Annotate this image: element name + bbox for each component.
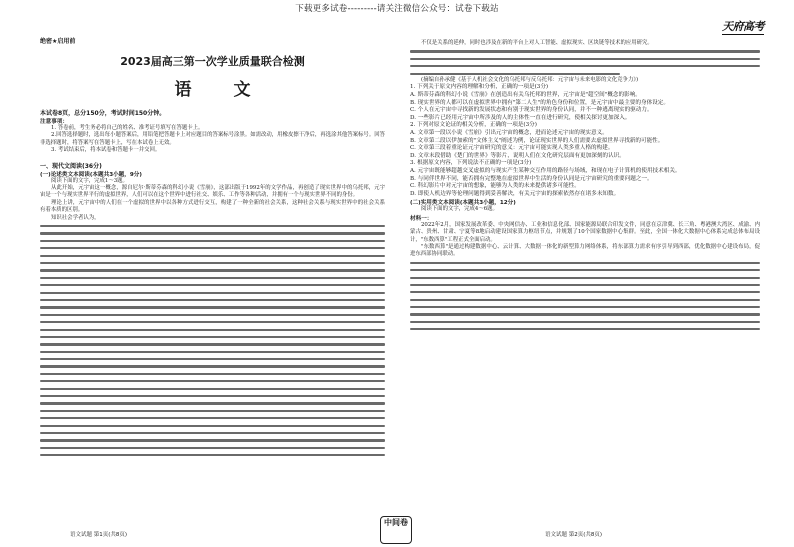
text-line (40, 311, 385, 318)
passage-paragraph: 理论上讲，元宇宙中的人们在一个虚拟的世界中以各种方式进行交互，构建了一种全新的社会关系，这种社会关系与现实世界中的社会关系有着本质的区别。 (40, 199, 385, 214)
question-1: 1. 下列关于原文内容的理解和分析，正确的一项是(3分) (410, 84, 549, 91)
text-line (40, 237, 385, 244)
question-option: A. 元宇宙既能够超越交叉虚拟的与现实产生某种交互作用的路径与场域，和现在电子计算机的使用技术相关。 (410, 167, 681, 174)
text-line (40, 296, 385, 303)
text-line (410, 62, 760, 69)
text-line (40, 362, 385, 369)
text-line (40, 340, 385, 347)
text-line (410, 303, 760, 310)
passage-source: (摘编自孙承健《基于人机社会文化的乌托邦与反乌托邦：元宇宙与未来电影的文化竞争力》) (421, 76, 639, 83)
question-option: D. 文章末段借助《楚门的世界》等影片，说明人们在文化研究层面有更加深刻的认识。 (410, 152, 625, 159)
text-line (40, 422, 385, 429)
text-line (40, 244, 385, 251)
passage-paragraph: 不仅是关系的延伸，同时也涉及在新的平台上对人工智能、虚拟现实、区块链等技术的应用研究。 (421, 40, 653, 46)
question-2: 2. 下列对原文论证的相关分析，正确的一项是(3分) (410, 122, 537, 129)
question-option: B. 现实世界的人都可以在虚拟世界中拥有"第二人生"的角色身份和位置，是元宇宙中最主要的身体设定。 (410, 99, 669, 106)
secret-mark: 绝密★启用前 (40, 38, 76, 45)
material-paragraph: "东数西算"是通过构建数据中心、云计算、大数据一体化的新型算力网络体系，将东部算力需求有序引导到西部，优化数据中心建设布局，促进东西部协同联动。 (410, 243, 760, 258)
exam-meta: 本试卷8页，总分150分，考试时间150分钟。 (40, 110, 166, 117)
text-line (410, 325, 760, 332)
text-line (40, 370, 385, 377)
subsection-heading: (一)论述类文本阅读(本题共3小题，9分) (40, 171, 142, 178)
text-line (40, 252, 385, 259)
page-footer-right: 语文试题 第2页(共8页) (545, 532, 603, 538)
text-line (40, 399, 385, 406)
instruction: 阅读下面的文字，完成4～6题。 (421, 206, 498, 213)
note-item: 1. 答卷前，考生务必将自己的姓名、准考证号填写在答题卡上。 (51, 125, 204, 131)
passage-paragraph: 从此开始，元宇宙这一概念，源自尼尔·斯蒂芬森的科幻小说《雪崩》，这部出版于1992年的文学作品，再创造了现实世界中的乌托邦，元宇宙是一个与现实世界平行的虚拟世界，人们可以在这个世界中进行社交、娱乐、工作等各种活动，并拥有一个与现实世界不同的身份。 (40, 185, 385, 199)
page-right (410, 40, 760, 333)
text-line (40, 385, 385, 392)
text-line (410, 259, 760, 266)
exam-title: 2023届高三第一次学业质量联合检测 (120, 55, 305, 68)
text-line (40, 289, 385, 296)
notes-title: 注意事项： (40, 119, 68, 125)
question-option: B. 与同伴世界不同，能否拥有完整地在虚拟世界中生活的身份认同是元宇宙研究的重要问题之一。 (410, 175, 653, 182)
page-footer-left: 语文试题 第1页(共8页) (70, 532, 128, 538)
question-option: C. 个人在元宇宙中寻找新的发展状态和有别于现实世界的身份认同，并不一种逃离现实的驱动力。 (410, 107, 653, 114)
material-label: 材料一： (410, 215, 433, 222)
text-line (410, 274, 760, 281)
text-line (40, 392, 385, 399)
text-line (40, 318, 385, 325)
section-heading: 一、现代文阅读(36分) (40, 162, 102, 170)
text-line (410, 296, 760, 303)
download-banner: 下载更多试卷---------请关注微信公众号：试卷下载站 (295, 4, 499, 14)
text-line (40, 377, 385, 384)
note-item: 3. 考试结束后，将本试卷和答题卡一并交回。 (51, 147, 161, 154)
passage-paragraph: 知识社会学者认为， (51, 214, 100, 221)
page-left (40, 22, 385, 459)
text-line (40, 281, 385, 288)
text-line (40, 229, 385, 236)
text-line (40, 222, 385, 229)
text-line (410, 288, 760, 295)
brand-logo: 天府高考 (722, 20, 764, 33)
question-option: A. 文章第一段以小说《雪崩》引出元宇宙的概念，进而论述元宇宙的现实意义。 (410, 129, 608, 136)
text-line (40, 303, 385, 310)
text-line (40, 274, 385, 281)
question-option: C. 文章第三段着重论证元宇宙研究的意义：元宇宙可能实现人类多重人格的构建。 (410, 145, 614, 152)
text-line (40, 266, 385, 273)
text-line (40, 444, 385, 451)
material-paragraph: 2022年2月，国家发展改革委、中央网信办、工业和信息化部、国家能源局联合印发文件，同意在京津冀、长三角、粤港澳大湾区、成渝、内蒙古、贵州、甘肃、宁夏等8地启动建设国家算力枢纽节点，并规划了10个国家数据中心集群。至此，全国一体化大数据中心体系完成总体布局设计，"东数西算"工程正式全面启动。 (410, 221, 760, 243)
subject-title: 语 文 (174, 80, 269, 100)
center-seal-stamp: 中间卷 (380, 516, 412, 544)
text-line (410, 266, 760, 273)
text-line (40, 414, 385, 421)
text-line (40, 348, 385, 355)
subsection-heading: (二)实用类文本阅读(本题共3小题，12分) (410, 200, 516, 207)
text-line (410, 310, 760, 317)
text-line (40, 355, 385, 362)
text-line (40, 259, 385, 266)
text-line (40, 436, 385, 443)
text-line (410, 281, 760, 288)
text-line (410, 70, 760, 77)
text-line (40, 407, 385, 414)
question-option: D. 即使人机边界等伦理问题得到妥善解决，有关元宇宙的探索依然存在诸多未知数。 (410, 190, 620, 197)
text-line (40, 326, 385, 333)
question-3: 3. 根据原文内容，下列说法不正确的一项是(3分) (410, 160, 532, 167)
question-option: C. 科幻影片中对元宇宙的想象，能够为人类的未来提供诸多可能性。 (410, 183, 580, 190)
instruction: 阅读下面的文字，完成1～3题。 (51, 177, 128, 184)
text-line (410, 55, 760, 62)
text-line (410, 318, 760, 325)
text-line (40, 429, 385, 436)
note-item: 2.回答选择题时，选出每小题答案后，用铅笔把答题卡上对应题目的答案标号涂黑。如需改动，用橡皮擦干净后，再选涂其他答案标号。回答非选择题时，将答案写在答题卡上，写在本试卷上无效。 (40, 132, 385, 146)
question-option: D. 一些影片已经用元宇宙中所涉及的人的主体性一直在进行研究，使相关探讨更加深入。 (410, 114, 631, 121)
text-line (410, 47, 760, 54)
question-option: A. 斯蒂芬森的科幻小说《雪崩》在创造出有关乌托邦的世界，元宇宙是"超空间"概念的影响。 (410, 91, 641, 98)
text-line (40, 451, 385, 458)
text-line (40, 333, 385, 340)
question-option: B. 文章第二段以伊加索的"文体主义"阐述为例，论证现实世界的人们需要去虚拟世界寻找新的可能性。 (410, 137, 664, 144)
